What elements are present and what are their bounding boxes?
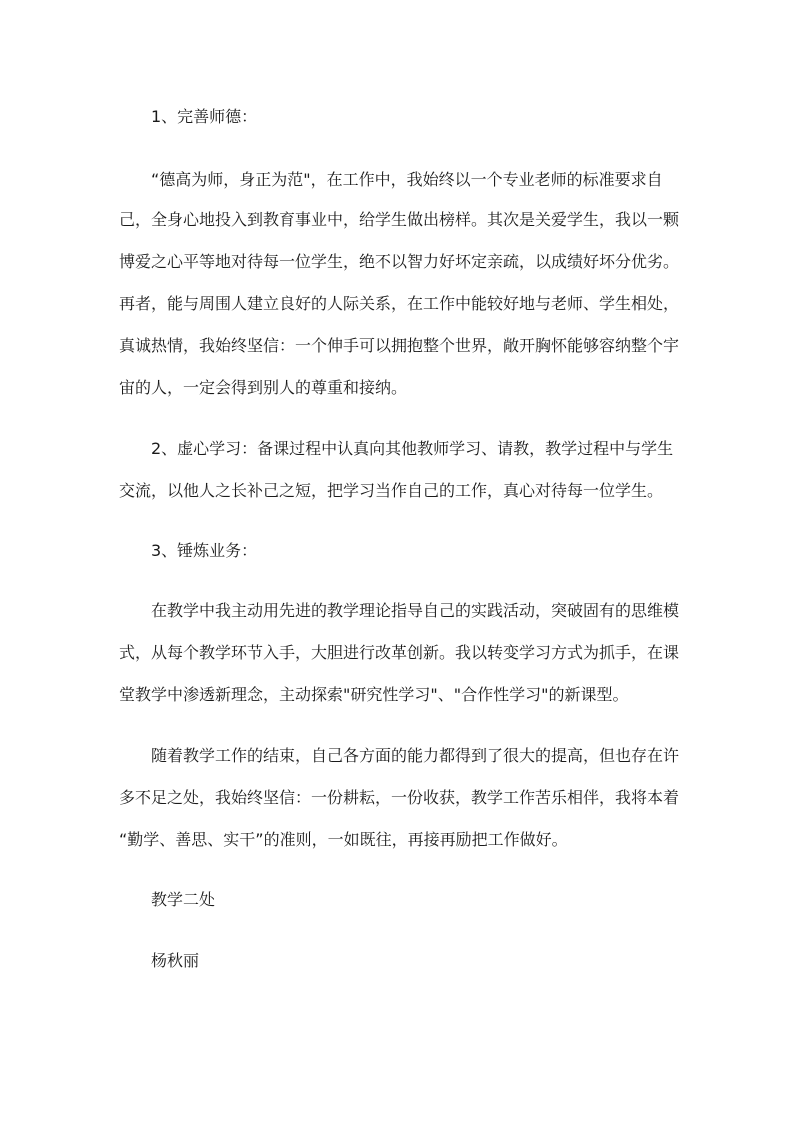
section1-paragraph-line: 再者，能与周围人建立良好的人际关系，在工作中能较好地与老师、学生相处， (119, 294, 680, 313)
section3-paragraph-line: 式，从每个教学环节入手，大胆进行改革创新。我以转变学习方式为抓手，在课 (119, 643, 680, 662)
section1-paragraph-line: 宙的人，一定会得到别人的尊重和接纳。 (119, 378, 408, 397)
section1-paragraph-line: 真诚热情，我始终坚信：一个伸手可以拥抱整个世界，敞开胸怀能够容纳整个宇 (119, 336, 680, 355)
section2-line: 2、虚心学习：备课过程中认真向其他教师学习、请教，教学过程中与学生 (151, 439, 674, 458)
section3-paragraph-line: 在教学中我主动用先进的教学理论指导自己的实践活动，突破固有的思维模 (151, 601, 680, 620)
conclusion-line: 多不足之处，我始终坚信：一份耕耘，一份收获，教学工作苦乐相伴，我将本着 (119, 788, 680, 807)
signature-department: 教学二处 (151, 890, 216, 909)
section1-heading: 1、完善师德： (151, 107, 258, 126)
section1-paragraph-line: 己，全身心地投入到教育事业中，给学生做出榜样。其次是关爱学生，我以一颗 (119, 210, 680, 229)
conclusion-line: “勤学、善思、实干”的准则，一如既往，再接再励把工作做好。 (119, 830, 568, 849)
section1-paragraph-line: “德高为师，身正为范"，在工作中，我始终以一个专业老师的标准要求自 (151, 170, 663, 189)
conclusion-line: 随着教学工作的结束，自己各方面的能力都得到了很大的提高，但也存在许 (151, 746, 680, 765)
section2-line: 交流，以他人之长补己之短，把学习当作自己的工作，真心对待每一位学生。 (119, 481, 664, 500)
section1-paragraph-line: 博爱之心平等地对待每一位学生，绝不以智力好坏定亲疏，以成绩好坏分优劣。 (119, 252, 680, 271)
section3-heading: 3、锤炼业务： (151, 541, 258, 560)
section3-paragraph-line: 堂教学中渗透新理念，主动探索"研究性学习"、"合作性学习"的新课型。 (119, 685, 629, 704)
signature-name: 杨秋丽 (151, 951, 200, 970)
